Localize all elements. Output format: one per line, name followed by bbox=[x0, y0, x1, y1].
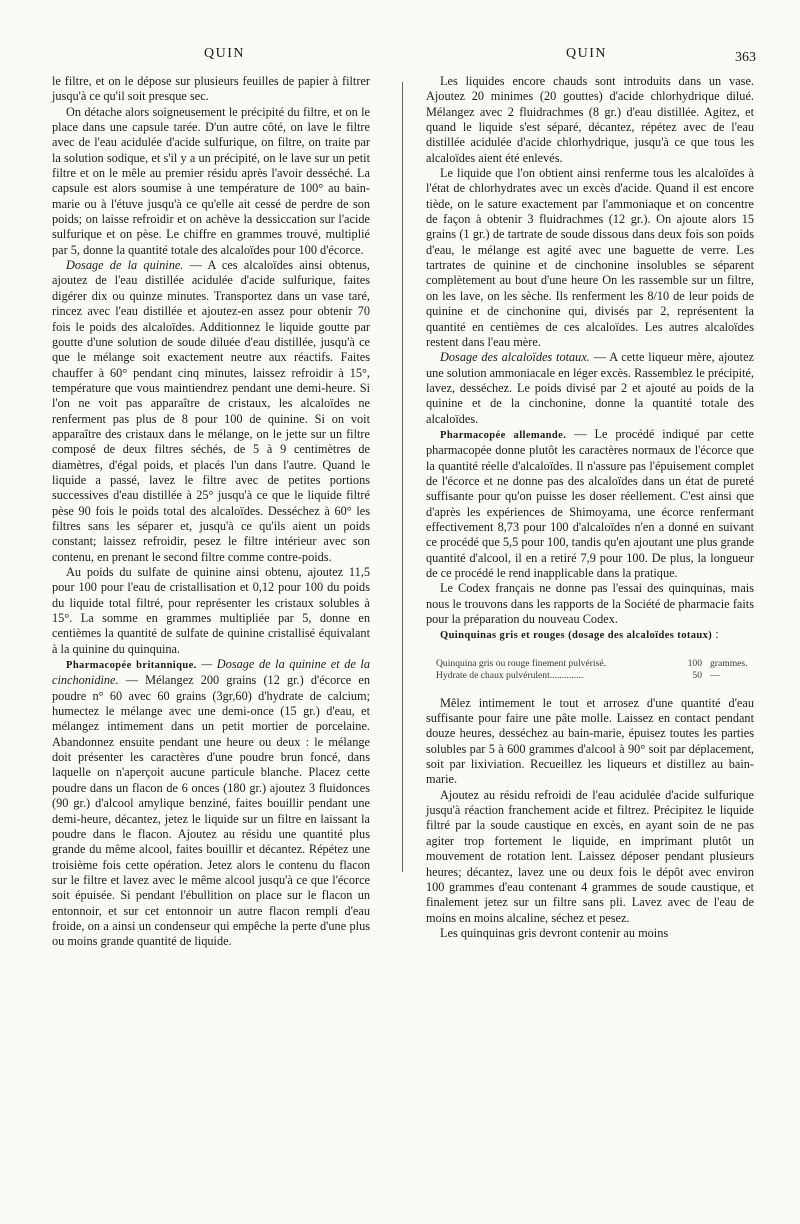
paragraph: On détache alors soigneusement le précipité du filtre, et on le place dans une capsule tarée. D'un autre côté, on lave le filtre avec de l'eau acidulée d'acide sulfurique, on filtre, on traite par la solution sodique, et s'il y a un précipité, on le lave sur un petit filtre et on le mêle au premier résidu après l'avoir desséché. La capsule est alors soumise à une température de 100° au bain-marie ou à l'étuve jusqu'à ce qu'elle ait cessé de perdre de son poids; on laisse refroidir et on achève la dessiccation sur l'acide sulfurique et on pèse. Le chiffre en grammes trouvé, multiplié par 5, donne la quantité totale des alcaloïdes pour 100 d'écorce. bbox=[52, 104, 370, 257]
recipe-quantity: 50 bbox=[692, 669, 702, 681]
paragraph bbox=[52, 258, 370, 565]
paragraph: Les liquides encore chauds sont introduits dans un vase. Ajoutez 20 minimes (20 gouttes) d'acide chlorhydrique dilué. Mélangez avec 2 fluidrachmes (8 gr.) d'eau distillée. Agitez, et quand le liquide s'est séparé, décantez, répétez avec de l'eau distillée acidulée d'acide chlorhydrique, jusqu'à ce que tous les alcaloïdes aient été enlevés. bbox=[426, 74, 754, 165]
paragraph-text: — A cette liqueur mère, ajoutez une solution ammoniacale en léger excès. Rassemblez le précipité, lavez, desséchez. Le poids divisé par 2 et ajouté au poids de la quinine et de la cinchonine, donne la quantité totale des alcaloïdes. bbox=[426, 350, 754, 426]
recipe-item: Quinquina gris ou rouge finement pulvérisé. bbox=[436, 657, 606, 669]
left-column bbox=[52, 74, 370, 950]
section-label: Dosage de la quinine. bbox=[66, 258, 184, 273]
recipe-unit: — bbox=[710, 669, 720, 681]
recipe-unit: grammes. bbox=[710, 657, 748, 669]
paragraph: Au poids du sulfate de quinine ainsi obtenu, ajoutez 11,5 pour 100 pour l'eau de cristallisation et 0,12 pour 100 du poids du liquide total filtré, pour représenter les cristaux solubles à 15°. La somme en grammes multipliée par 5, donne en centièmes la quantité de sulfate de quinine cristallisé équivalant à la quinine du quinquina. bbox=[52, 565, 370, 656]
paragraph bbox=[426, 350, 754, 427]
paragraph-text: : bbox=[712, 627, 719, 642]
section-heading: Quinquinas gris et rouges (dosage des alcaloïdes totaux) bbox=[440, 630, 713, 642]
paragraph-text: — Mélangez 200 grains (12 gr.) d'écorce en poudre n° 60 avec 60 grains (3gr,60) d'hydrate de calcium; humectez le mélange avec une demi-once (15 gr.) d'eau, et mélangez intimement dans un petit mortier de porcelaine. Abandonnez ensuite pendant une heure ou deux : le mélange doit présenter les caractères d'une poudre brun foncé, dans laquelle on n'aperçoit aucune particule blanche. Placez cette poudre dans un flacon de 6 onces (180 gr.) ajoutez 3 fluidonces (90 gr.) d'alcool amylique benziné, faites bouillir pendant une demi-heure, décantez, jetez le liquide sur un filtre en laissant la poudre dans le flacon. Ajoutez au résidu une quantité plus grande du même alcool, faites bouillir et décantez. Répétez une troisième fois cette opération. Jetez alors le contenu du flacon sur le filtre et lavez avec le même alcool jusqu'à ce que l'écorce soit épuisée. Si pendant l'ébullition on place sur le flacon un entonnoir, et sur cet entonnoir un autre flacon rempli d'eau froide, on a ainsi un condenseur qui empêche la perte d'une plus ou moins grande quantité de liquide. bbox=[52, 673, 370, 949]
paragraph: le filtre, et on le dépose sur plusieurs feuilles de papier à filtrer jusqu'à ce qu'il soit presque sec. bbox=[52, 74, 370, 104]
paragraph: Les quinquinas gris devront contenir au moins bbox=[440, 925, 669, 940]
section-title: — Dosage de la quinine et de la cinchonidine. bbox=[52, 657, 370, 688]
paragraph-text: — A ces alcaloïdes ainsi obtenus, ajoutez de l'eau distillée acidulée d'acide sulfurique, faites digérer dix ou quinze minutes. Transportez dans un vase taré, rincez avec l'eau distillée et ajoutez-en assez pour obtenir 70 fois le poids des alcaloïdes. Additionnez le liquide goutte par goutte d'une solution de soude diluée d'eau distillée, jusqu'à ce que le mélange soit exactement neutre aux réactifs. Faites chauffer à 60° pendant cinq minutes, laissez refroidir à 15°, température que vous maintiendrez pendant une demi-heure. Si l'on ne voit pas apparaître de cristaux, les alcaloïdes ne renferment pas plus de 8 pour 100 de quinine. Si on voit apparaître des cristaux dans le mélange, on le jette sur un filtre composé de deux filtres séchés, de 5 à 9 centimètres de diamètres, d'égal poids, et placés l'un dans l'autre. Quand le liquide a passé, lavez le filtre avec de petites portions successives d'eau distillée à 25° jusqu'à ce que le liquide filtré pèse 90 fois le poids total des alcaloïdes. Desséchez à 60° les filtres sans les séparer et, jusqu'à ce qu'ils aient un poids constant; laissez refroidir, pesez le filtre intérieur avec son contenu, en prenant le second filtre comme contre-poids. bbox=[52, 258, 370, 564]
paragraph-text: — Le procédé indiqué par cette pharmacopée donne plutôt les caractères normaux de l'écorce que la quantité réelle d'alcaloïdes. Il n'assure pas l'épuisement complet de l'écorce et ne donne pas des alcaloïdes dans un état de pureté suffisante pour qu'on puisse les doser réellement. C'est ainsi que d'après les expériences de Shimoyama, une écorce renfermant effectivement 8,73 pour 100 d'alcaloïdes n'en a donné en suivant ce procédé que 5,5 pour 100, tandis qu'en ajoutant une plus grande quantité d'alcool, il en a retiré 7,9 pour 100. De plus, la longueur de ce procédé le rend inapplicable dans la pratique. bbox=[426, 426, 754, 580]
section-label: Dosage des alcaloïdes totaux. bbox=[440, 350, 590, 365]
section-heading: Pharmacopée britannique. bbox=[66, 660, 197, 672]
recipe-row bbox=[436, 670, 754, 682]
paragraph: Mêlez intimement le tout et arrosez d'une quantité d'eau suffisante pour faire une pâte molle. Laissez en contact pendant douze heures, desséchez au bain-marie, épuisez toutes les parties solubles par 5 à 600 grammes d'alcool à 90° soit par déplacement, soit par lixiviation. Recueillez les liqueurs et distillez au bain-marie. bbox=[426, 695, 754, 787]
recipe-table bbox=[436, 658, 754, 682]
column-divider bbox=[402, 82, 403, 872]
paragraph: Le Codex français ne donne pas l'essai des quinquinas, mais nous le trouvons dans les rapports de la Société de pharmacie faits pour la préparation du nouveau Codex. bbox=[426, 581, 754, 627]
paragraph bbox=[52, 657, 370, 950]
right-column bbox=[426, 74, 754, 941]
paragraph bbox=[426, 427, 754, 581]
paragraph bbox=[426, 627, 754, 643]
recipe-quantity: 100 bbox=[687, 657, 702, 669]
page-number: 363 bbox=[735, 50, 756, 65]
running-head-left: QUIN bbox=[204, 46, 245, 61]
recipe-item: Hydrate de chaux pulvérulent.............. bbox=[436, 669, 584, 681]
section-heading: Pharmacopée allemande. bbox=[440, 429, 567, 441]
paragraph: Ajoutez au résidu refroidi de l'eau acidulée d'acide sulfurique jusqu'à réaction franchement acide et filtrez. Précipitez le liquide filtré par la soude caustique en excès, en ayant soin de ne pas agiter trop fortement le liquide, en imprimant plutôt un mouvement de rotation lent. Laissez déposer pendant plusieurs heures; décantez, lavez une ou deux fois le dépôt avec environ 100 grammes d'eau contenant 4 grammes de soude caustique, et finalement jetez sur un filtre sans pli. Lavez avec de l'eau de moins en moins alcaline, séchez et pesez. bbox=[426, 787, 754, 925]
paragraph: Le liquide que l'on obtient ainsi renferme tous les alcaloïdes à l'état de chlorhydrates avec un excès d'acide. Quand il est encore tiède, on le sature exactement par l'ammoniaque et on concentre de façon à obtenir 3 fluidrachmes (12 gr.). On ajoute alors 15 grains (1 gr.) de tartrate de soude dissous dans deux fois son poids d'eau, le mélange est agité avec une baguette de verre. Les tartrates de quinine et de cinchonine insolubles se séparent complètement au bout d'une heure On les rassemble sur un filtre, on les lave, on les sèche. Ils renferment les 8/10 de leur poids de quinine et de cinchonine qui, divisés par 2, représentent la quantité en centièmes de ces alcaloïdes. Les autres alcaloïdes restent dans l'eau mère. bbox=[426, 166, 754, 349]
running-head-right: QUIN bbox=[566, 46, 607, 61]
recipe-row bbox=[436, 658, 754, 670]
